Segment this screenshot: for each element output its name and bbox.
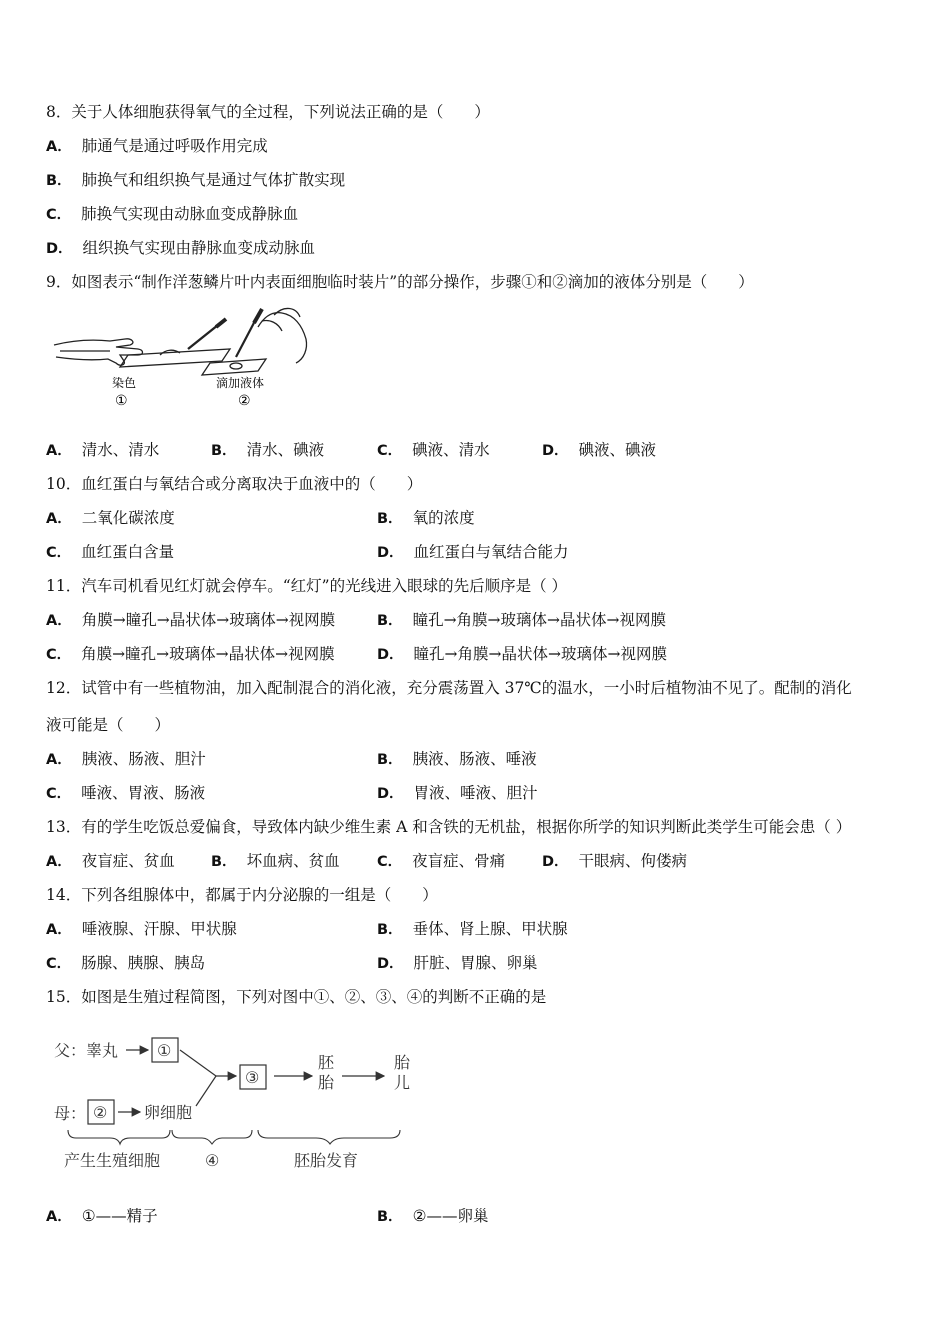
option-label: B．	[211, 854, 237, 870]
q14-option-a	[46, 919, 237, 940]
option-text: 血红蛋白与氧结合能力	[413, 543, 569, 561]
fetus-top: 胎	[394, 1053, 411, 1072]
q8-option-d	[46, 238, 315, 259]
option-text: 氧的浓度	[412, 509, 475, 527]
q9-option-c	[377, 440, 490, 461]
q10-stem: 10．血红蛋白与氧结合或分离取决于血液中的（ ）	[46, 475, 423, 493]
option-text: 肺换气实现由动脉血变成静脉血	[81, 205, 299, 223]
option-text: 干眼病、佝偻病	[578, 852, 688, 870]
option-text: 夜盲症、骨痛	[412, 852, 506, 870]
q8-option-a	[46, 136, 268, 157]
option-text: 清水、清水	[81, 441, 160, 459]
option-label: D．	[542, 443, 569, 459]
option-label: A．	[46, 511, 72, 527]
brace-2	[172, 1130, 252, 1144]
option-text: 坏血病、贫血	[246, 852, 340, 870]
step2-number: ②	[238, 393, 251, 409]
q14-option-d	[377, 953, 538, 974]
brace-2-label: ④	[205, 1151, 220, 1170]
q8-option-b	[46, 170, 345, 191]
option-label: C．	[46, 207, 72, 223]
q14-option-b	[377, 919, 568, 940]
mother-label: 母：	[54, 1104, 87, 1123]
option-label: D．	[377, 956, 404, 972]
option-text: 肺换气和组织换气是通过气体扩散实现	[81, 171, 346, 189]
brace-1-label: 产生生殖细胞	[64, 1151, 161, 1170]
option-label: D．	[377, 545, 404, 561]
step1-caption: 染色	[112, 376, 137, 390]
option-label: C．	[46, 786, 72, 802]
q9-option-b	[211, 440, 324, 461]
q15-option-a	[46, 1206, 158, 1227]
brace-3-label: 胚胎发育	[294, 1151, 359, 1170]
staining-illustration	[54, 319, 230, 367]
brace-1	[68, 1130, 170, 1144]
egg-label: 卵细胞	[144, 1103, 193, 1122]
q11-option-c	[46, 644, 335, 665]
q12-stem-line2: 液可能是（ ）	[46, 716, 171, 734]
option-label: C．	[377, 854, 403, 870]
q12-option-b	[377, 749, 537, 770]
q12-option-c	[46, 783, 205, 804]
box-2-label: ②	[93, 1103, 108, 1122]
option-label: D．	[542, 854, 569, 870]
option-label: A．	[46, 613, 72, 629]
option-label: A．	[46, 752, 72, 768]
option-label: B．	[377, 613, 403, 629]
option-label: D．	[377, 647, 404, 663]
option-text: 唾液、胃液、肠液	[81, 784, 206, 802]
option-label: B．	[377, 1209, 403, 1225]
option-text: 碘液、清水	[412, 441, 490, 459]
q12-option-a	[46, 749, 206, 770]
option-text: 清水、碘液	[246, 441, 325, 459]
q9-option-a	[46, 440, 159, 461]
embryo-bottom: 胎	[318, 1073, 335, 1092]
dropping-illustration	[202, 308, 307, 375]
option-label: D．	[377, 786, 404, 802]
embryo-top: 胚	[318, 1053, 335, 1072]
q13-option-b	[211, 851, 340, 872]
option-text: 组织换气实现由静脉血变成动脉血	[82, 239, 316, 257]
option-label: B．	[46, 173, 72, 189]
q9-figure	[50, 305, 320, 415]
option-text: 瞳孔→角膜→晶状体→玻璃体→视网膜	[413, 645, 667, 663]
option-label: A．	[46, 139, 72, 155]
step1-number: ①	[115, 393, 128, 409]
box-3-label: ③	[245, 1068, 260, 1087]
option-text: 垂体、肾上腺、甲状腺	[412, 920, 568, 938]
q12-stem-line1: 12．试管中有一些植物油，加入配制混合的消化液，充分震荡置入 37℃的温水，一小时后植物油不见了。配制的消化	[46, 679, 852, 697]
q10-option-a	[46, 508, 175, 529]
option-label: A．	[46, 854, 72, 870]
q13-option-a	[46, 851, 175, 872]
option-label: D．	[46, 241, 73, 257]
brace-3	[258, 1130, 400, 1144]
q13-stem: 13．有的学生吃饭总爱偏食，导致体内缺少维生素 A 和含铁的无机盐，根据你所学的知识判断此类学生可能会患（ ）	[46, 818, 852, 836]
option-text: 夜盲症、贫血	[81, 852, 175, 870]
option-label: C．	[377, 443, 403, 459]
option-text: 碘液、碘液	[578, 441, 657, 459]
option-label: B．	[377, 922, 403, 938]
option-label: A．	[46, 922, 72, 938]
q12-option-d	[377, 783, 538, 804]
step2-caption: 滴加液体	[216, 376, 265, 390]
sperm-line	[180, 1050, 216, 1076]
q11-option-d	[377, 644, 667, 665]
option-label: C．	[46, 956, 72, 972]
q9-stem: 9．如图表示“制作洋葱鳞片叶内表面细胞临时装片”的部分操作，步骤①和②滴加的液体分别是（ ）	[46, 273, 754, 291]
option-label: C．	[46, 545, 72, 561]
q13-option-c	[377, 851, 505, 872]
option-text: 肺通气是通过呼吸作用完成	[81, 137, 268, 155]
option-text: 角膜→瞳孔→晶状体→玻璃体→视网膜	[81, 611, 336, 629]
egg-line	[196, 1076, 216, 1106]
q13-option-d	[542, 851, 687, 872]
option-text: 二氧化碳浓度	[81, 509, 175, 527]
option-label: A．	[46, 443, 72, 459]
father-label: 父：睾丸	[54, 1041, 119, 1060]
q10-option-d	[377, 542, 569, 563]
option-text: 胰液、肠液、唾液	[412, 750, 537, 768]
q11-stem: 11．汽车司机看见红灯就会停车。“红灯”的光线进入眼球的先后顺序是（ ）	[46, 577, 568, 595]
q8-option-c	[46, 204, 298, 225]
option-text: ②——卵巢	[412, 1207, 489, 1225]
q11-option-b	[377, 610, 666, 631]
option-text: 角膜→瞳孔→玻璃体→晶状体→视网膜	[81, 645, 335, 663]
option-text: 血红蛋白含量	[81, 543, 175, 561]
option-label: C．	[46, 647, 72, 663]
q14-option-c	[46, 953, 205, 974]
option-text: 胰液、肠液、胆汁	[81, 750, 206, 768]
q10-option-c	[46, 542, 174, 563]
q10-option-b	[377, 508, 475, 529]
q15-stem: 15．如图是生殖过程简图，下列对图中①、②、③、④的判断不正确的是	[46, 988, 547, 1006]
q14-stem: 14．下列各组腺体中，都属于内分泌腺的一组是（ ）	[46, 886, 438, 904]
option-text: 肠腺、胰腺、胰岛	[81, 954, 206, 972]
fetus-bottom: 儿	[394, 1073, 411, 1092]
option-text: ①——精子	[81, 1207, 158, 1225]
option-label: B．	[211, 443, 237, 459]
q11-option-a	[46, 610, 335, 631]
option-label: B．	[377, 752, 403, 768]
option-label: A．	[46, 1209, 72, 1225]
q8-stem: 8．关于人体细胞获得氧气的全过程，下列说法正确的是（ ）	[46, 103, 490, 121]
q15-option-b	[377, 1206, 488, 1227]
option-text: 胃液、唾液、胆汁	[413, 784, 538, 802]
q9-option-d	[542, 440, 656, 461]
q15-figure	[50, 1030, 420, 1175]
option-label: B．	[377, 511, 403, 527]
option-text: 唾液腺、汗腺、甲状腺	[81, 920, 237, 938]
box-1-label: ①	[157, 1041, 172, 1060]
option-text: 瞳孔→角膜→玻璃体→晶状体→视网膜	[412, 611, 667, 629]
option-text: 肝脏、胃腺、卵巢	[413, 954, 538, 972]
